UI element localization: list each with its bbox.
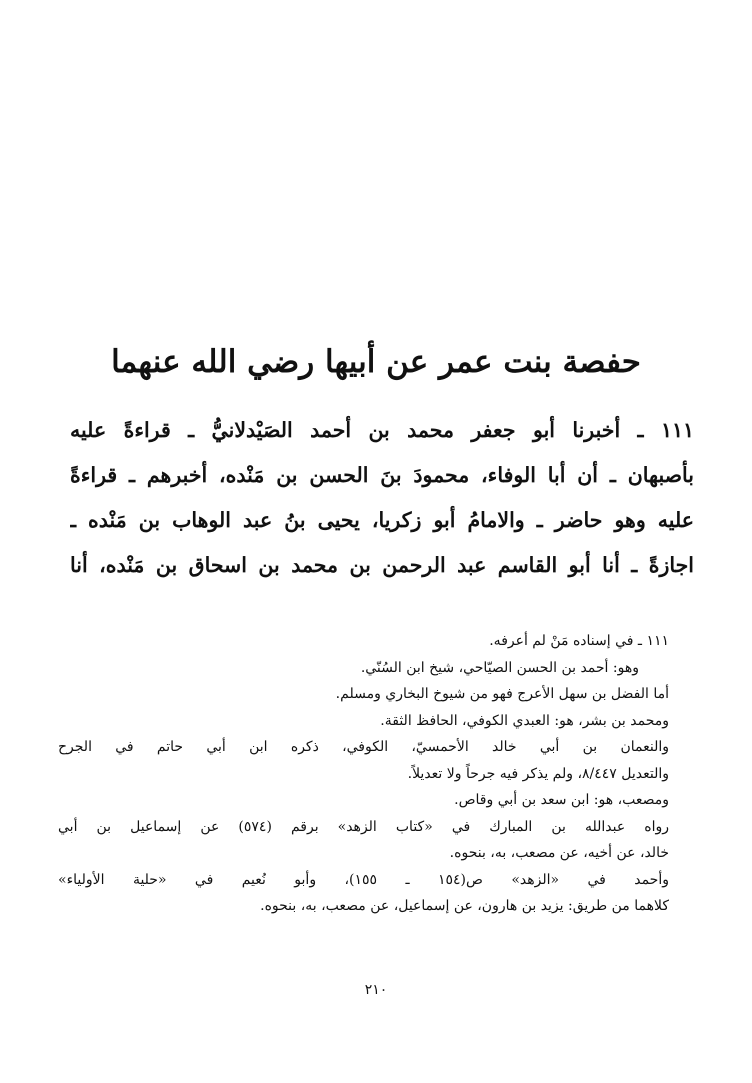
- footnote-line: كلاهما من طريق: يزيد بن هارون، عن إسماعيل، عن مصعب، به، بنحوه.: [260, 898, 669, 914]
- footnote-line: وهو: أحمد بن الحسن الصيّاحي، شيخ ابن السُنّي.: [360, 659, 639, 676]
- main-text-line: ١١١ ـ أخبرنا أبو جعفر محمد بن أحمد الصَيْدلانيُّ ـ قراءةً عليه: [70, 418, 694, 442]
- footnote-line: خالد، عن أخيه، عن مصعب، به، بنحوه.: [449, 845, 669, 861]
- page-number: ٢١٠: [364, 982, 388, 998]
- footnotes: [58, 628, 669, 920]
- footnote-line: وأحمد في «الزهد» ص(١٥٤ ـ ١٥٥)، وأبو نُعيم في «حلية الأولياء»: [58, 871, 669, 888]
- main-text-line: بأصبهان ـ أن أبا الوفاء، محمودَ بنَ الحسن بن مَنْده، أخبرهم ـ قراءةً: [70, 463, 694, 487]
- footnote-line: ومصعب، هو: ابن سعد بن أبي وقاص.: [454, 792, 669, 808]
- footnote-line: ١١١ ـ في إسناده مَنْ لم أعرفه.: [489, 633, 669, 649]
- footnote-line: أما الفضل بن سهل الأعرج فهو من شيوخ البخاري ومسلم.: [335, 686, 669, 702]
- footnote-line: والتعديل ٨/٤٤٧، ولم يذكر فيه جرحاً ولا تعديلاً.: [407, 765, 669, 782]
- main-text-line: عليه وهو حاضر ـ والامامُ أبو زكريا، يحيى بنُ عبد الوهاب بن مَنْده ـ: [70, 508, 694, 532]
- main-text: [70, 408, 694, 588]
- chapter-title: حفصة بنت عمر عن أبيها رضي الله عنهما: [111, 344, 641, 380]
- footnote-line: رواه عبدالله بن المبارك في «كتاب الزهد» برقم (٥٧٤) عن إسماعيل بن أبي: [58, 818, 669, 835]
- footnote-line: ومحمد بن بشر، هو: العبدي الكوفي، الحافظ الثقة.: [380, 712, 669, 729]
- footnote-line: والنعمان بن أبي خالد الأحمسيّ، الكوفي، ذكره ابن أبي حاتم في الجرح: [58, 739, 669, 755]
- main-text-line: اجازةً ـ أنا أبو القاسم عبد الرحمن بن محمد بن اسحاق بن مَنْده، أنا: [70, 553, 694, 577]
